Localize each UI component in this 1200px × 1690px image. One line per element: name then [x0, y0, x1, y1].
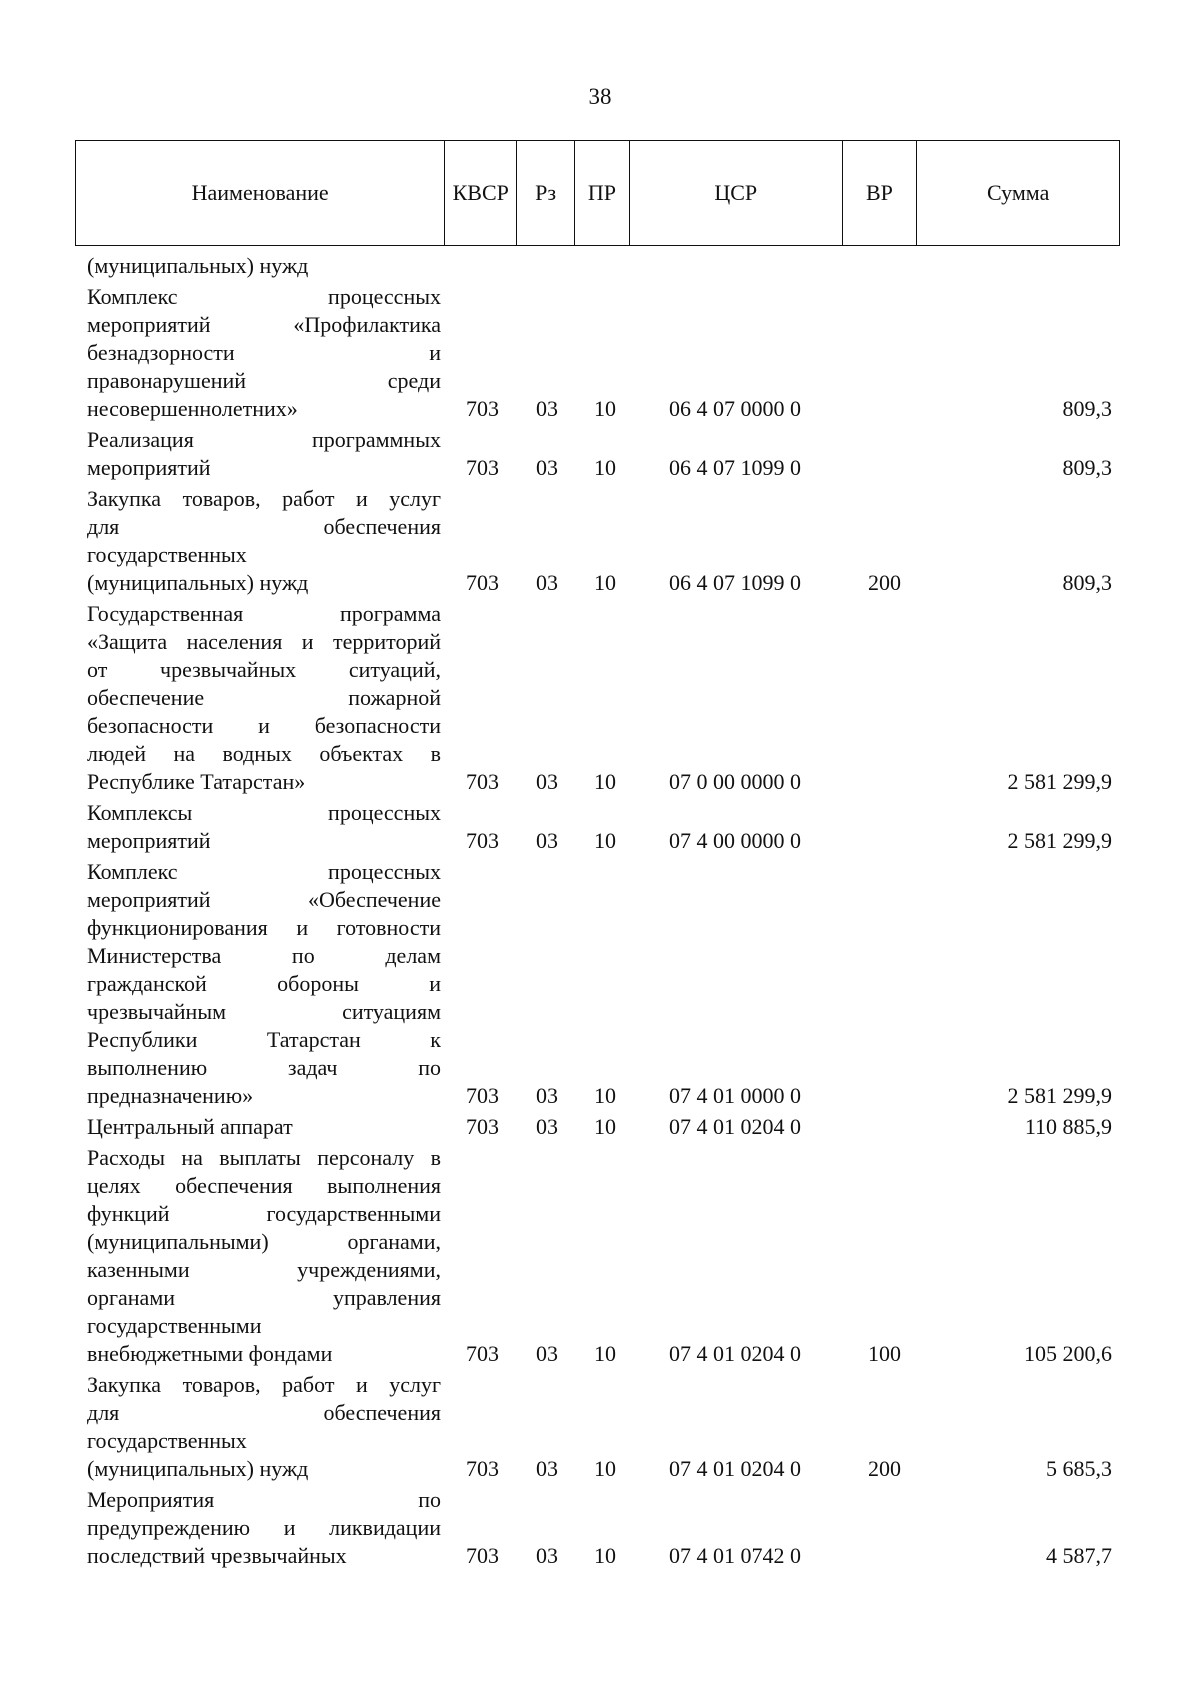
row-name-line: гражданской обороны и: [87, 971, 441, 996]
header-csr: ЦСР: [630, 141, 843, 245]
header-vr: ВР: [843, 141, 918, 245]
table-row: [0, 799, 1200, 855]
row-name-line: государственных: [87, 542, 247, 567]
cell-csr: 07 4 01 0204 0: [669, 1341, 801, 1366]
row-name-line: мероприятий «Обеспечение: [87, 887, 441, 912]
cell-csr: 07 4 01 0742 0: [669, 1543, 801, 1568]
header-rz: Рз: [517, 141, 575, 245]
cell-pr: 10: [594, 1543, 616, 1568]
row-name-line: мероприятий «Профилактика: [87, 312, 441, 337]
row-name-line: Расходы на выплаты персоналу в: [87, 1145, 441, 1170]
row-name-line: «Защита населения и территорий: [87, 629, 441, 654]
row-name-line: Мероприятия по: [87, 1487, 441, 1512]
cell-sum: 2 581 299,9: [1007, 769, 1112, 794]
cell-rz: 03: [536, 769, 558, 794]
cell-sum: 809,3: [1062, 570, 1112, 595]
row-name-line: Государственная программа: [87, 601, 441, 626]
row-name-line: казенными учреждениями,: [87, 1257, 441, 1282]
row-name-line: мероприятий: [87, 828, 211, 853]
row-values: [441, 1144, 1200, 1368]
row-name-line: (муниципальных) нужд: [87, 253, 309, 278]
cell-csr: 06 4 07 1099 0: [669, 455, 801, 480]
row-name-line: безопасности и безопасности: [87, 713, 441, 738]
header-kvsr: КВСР: [445, 141, 517, 245]
table-row: [0, 858, 1200, 1110]
cell-kvsr: 703: [466, 1083, 499, 1108]
cell-pr: 10: [594, 455, 616, 480]
row-values: [441, 799, 1200, 855]
row-name-line: несовершеннолетних»: [87, 396, 298, 421]
row-name-line: государственных: [87, 1428, 247, 1453]
cell-kvsr: 703: [466, 1114, 499, 1139]
header-sum: Сумма: [987, 180, 1050, 205]
row-name: [87, 799, 441, 855]
row-name-line: функций государственными: [87, 1201, 441, 1226]
row-values: [441, 1371, 1200, 1483]
row-name-line: чрезвычайным ситуациям: [87, 999, 441, 1024]
cell-rz: 03: [536, 1456, 558, 1481]
row-name-line: обеспечение пожарной: [87, 685, 441, 710]
cell-csr: 07 4 00 0000 0: [669, 828, 801, 853]
cell-sum: 809,3: [1062, 455, 1112, 480]
row-name-line: Республики Татарстан к: [87, 1027, 441, 1052]
cell-sum: 4 587,7: [1046, 1543, 1112, 1568]
cell-pr: 10: [594, 828, 616, 853]
cell-pr: 10: [594, 396, 616, 421]
cell-rz: 03: [536, 828, 558, 853]
row-name-line: Комплекс процессных: [87, 284, 441, 309]
row-name-line: органами управления: [87, 1285, 441, 1310]
cell-sum: 110 885,9: [1024, 1114, 1112, 1139]
cell-sum: 2 581 299,9: [1007, 1083, 1112, 1108]
cell-vr: 200: [868, 1456, 901, 1481]
header-name: Наименование: [76, 141, 445, 245]
row-name-line: функционирования и готовности: [87, 915, 441, 940]
table-row: [0, 252, 1200, 280]
row-name-line: Закупка товаров, работ и услуг: [87, 486, 441, 511]
row-name: [87, 1486, 441, 1570]
cell-sum: 809,3: [1062, 396, 1112, 421]
row-values: [441, 426, 1200, 482]
row-values: [441, 283, 1200, 423]
row-name: [87, 1113, 441, 1141]
cell-kvsr: 703: [466, 1543, 499, 1568]
row-name-line: для обеспечения: [87, 514, 441, 539]
row-name-line: государственными: [87, 1313, 262, 1338]
cell-rz: 03: [536, 396, 558, 421]
row-name: [87, 426, 441, 482]
cell-vr: 100: [868, 1341, 901, 1366]
row-name-line: Комплексы процессных: [87, 800, 441, 825]
row-name-line: правонарушений среди: [87, 368, 441, 393]
row-values: [441, 1113, 1200, 1141]
table-row: [0, 1371, 1200, 1483]
row-name-line: (муниципальных) нужд: [87, 570, 309, 595]
row-name-line: мероприятий: [87, 455, 211, 480]
cell-kvsr: 703: [466, 828, 499, 853]
cell-rz: 03: [536, 1114, 558, 1139]
row-values: [441, 858, 1200, 1110]
cell-csr: 06 4 07 0000 0: [669, 396, 801, 421]
cell-pr: 10: [594, 1341, 616, 1366]
row-name-line: Закупка товаров, работ и услуг: [87, 1372, 441, 1397]
cell-csr: 06 4 07 1099 0: [669, 570, 801, 595]
row-name-line: для обеспечения: [87, 1400, 441, 1425]
cell-rz: 03: [536, 1341, 558, 1366]
cell-rz: 03: [536, 455, 558, 480]
cell-csr: 07 0 00 0000 0: [669, 769, 801, 794]
row-name-line: (муниципальными) органами,: [87, 1229, 441, 1254]
row-name: [87, 600, 441, 796]
row-name-line: Центральный аппарат: [87, 1114, 293, 1139]
page-number: 38: [588, 84, 612, 109]
row-values: [441, 252, 1200, 280]
table-header: [75, 140, 1120, 246]
row-name-line: последствий чрезвычайных: [87, 1543, 347, 1568]
row-name: [87, 858, 441, 1110]
table-body: [0, 252, 1200, 1573]
row-values: [441, 1486, 1200, 1570]
row-name-line: (муниципальных) нужд: [87, 1456, 309, 1481]
header-pr: ПР: [575, 141, 630, 245]
row-name: [87, 252, 441, 280]
row-name-line: предупреждению и ликвидации: [87, 1515, 441, 1540]
cell-pr: 10: [594, 1456, 616, 1481]
cell-kvsr: 703: [466, 769, 499, 794]
row-name-line: предназначению»: [87, 1083, 254, 1108]
cell-rz: 03: [536, 1543, 558, 1568]
row-name-line: внебюджетными фондами: [87, 1341, 333, 1366]
cell-pr: 10: [594, 1083, 616, 1108]
cell-pr: 10: [594, 570, 616, 595]
cell-sum: 2 581 299,9: [1007, 828, 1112, 853]
cell-csr: 07 4 01 0204 0: [669, 1456, 801, 1481]
table-row: [0, 1144, 1200, 1368]
cell-rz: 03: [536, 570, 558, 595]
row-name-line: целях обеспечения выполнения: [87, 1173, 441, 1198]
cell-kvsr: 703: [466, 1341, 499, 1366]
cell-csr: 07 4 01 0000 0: [669, 1083, 801, 1108]
row-name: [87, 283, 441, 423]
table-row: [0, 600, 1200, 796]
row-name-line: Республике Татарстан»: [87, 769, 306, 794]
cell-sum: 105 200,6: [1024, 1341, 1112, 1366]
row-name: [87, 485, 441, 597]
cell-vr: 200: [868, 570, 901, 595]
table-row: [0, 485, 1200, 597]
row-name-line: выполнению задач по: [87, 1055, 441, 1080]
row-values: [441, 485, 1200, 597]
row-name-line: безнадзорности и: [87, 340, 441, 365]
cell-pr: 10: [594, 769, 616, 794]
row-name-line: Комплекс процессных: [87, 859, 441, 884]
row-values: [441, 600, 1200, 796]
row-name-line: Министерства по делам: [87, 943, 441, 968]
cell-kvsr: 703: [466, 570, 499, 595]
row-name-line: людей на водных объектах в: [87, 741, 441, 766]
cell-kvsr: 703: [466, 1456, 499, 1481]
table-row: [0, 283, 1200, 423]
table-row: [0, 426, 1200, 482]
cell-rz: 03: [536, 1083, 558, 1108]
cell-sum: 5 685,3: [1046, 1456, 1112, 1481]
row-name-line: от чрезвычайных ситуаций,: [87, 657, 441, 682]
table-row: [0, 1113, 1200, 1141]
cell-pr: 10: [594, 1114, 616, 1139]
cell-kvsr: 703: [466, 396, 499, 421]
cell-csr: 07 4 01 0204 0: [669, 1114, 801, 1139]
table-row: [0, 1486, 1200, 1570]
row-name: [87, 1371, 441, 1483]
cell-kvsr: 703: [466, 455, 499, 480]
row-name-line: Реализация программных: [87, 427, 441, 452]
row-name: [87, 1144, 441, 1368]
